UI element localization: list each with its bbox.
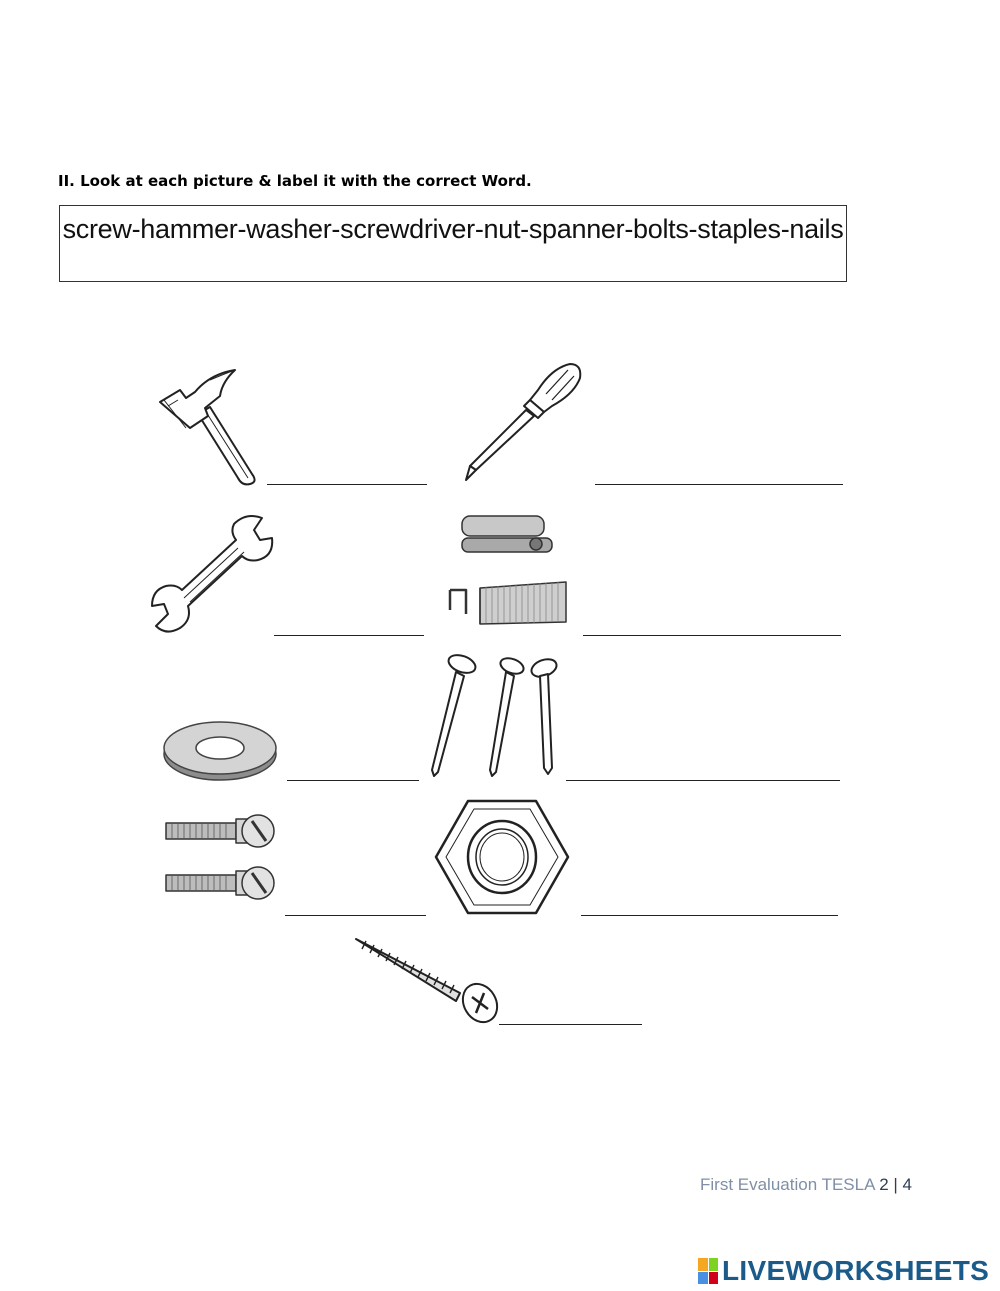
liveworksheets-logo [698, 1254, 989, 1288]
page-number: 2 | 4 [879, 1175, 913, 1194]
answer-line-washer[interactable] [287, 780, 419, 781]
staples-icon [440, 510, 575, 635]
spanner-icon [150, 510, 280, 640]
nails-icon [420, 652, 570, 782]
hammer-icon [150, 362, 270, 487]
logo-mark-icon [698, 1258, 718, 1284]
washer-icon [160, 718, 280, 784]
screw-icon [352, 935, 502, 1025]
answer-line-screw[interactable] [499, 1024, 642, 1025]
answer-line-screwdriver[interactable] [595, 484, 843, 485]
word-bank-text: screw-hammer-washer-screwdriver-nut-spanner-bolts-staples-nails [62, 214, 844, 244]
footer-text: First Evaluation TESLA [700, 1175, 875, 1194]
page-footer [700, 1175, 912, 1195]
instruction-heading: II. Look at each picture & label it with the correct Word. [58, 172, 532, 190]
answer-line-staples[interactable] [583, 635, 841, 636]
word-bank-box [59, 205, 847, 282]
answer-line-nails[interactable] [566, 780, 840, 781]
answer-line-hammer[interactable] [267, 484, 427, 485]
answer-line-spanner[interactable] [274, 635, 424, 636]
answer-line-nut[interactable] [581, 915, 838, 916]
bolts-icon [158, 805, 283, 915]
answer-line-bolts[interactable] [285, 915, 426, 916]
nut-icon [432, 795, 572, 920]
screwdriver-icon [460, 360, 585, 485]
logo-text: LIVEWORKSHEETS [722, 1255, 990, 1286]
